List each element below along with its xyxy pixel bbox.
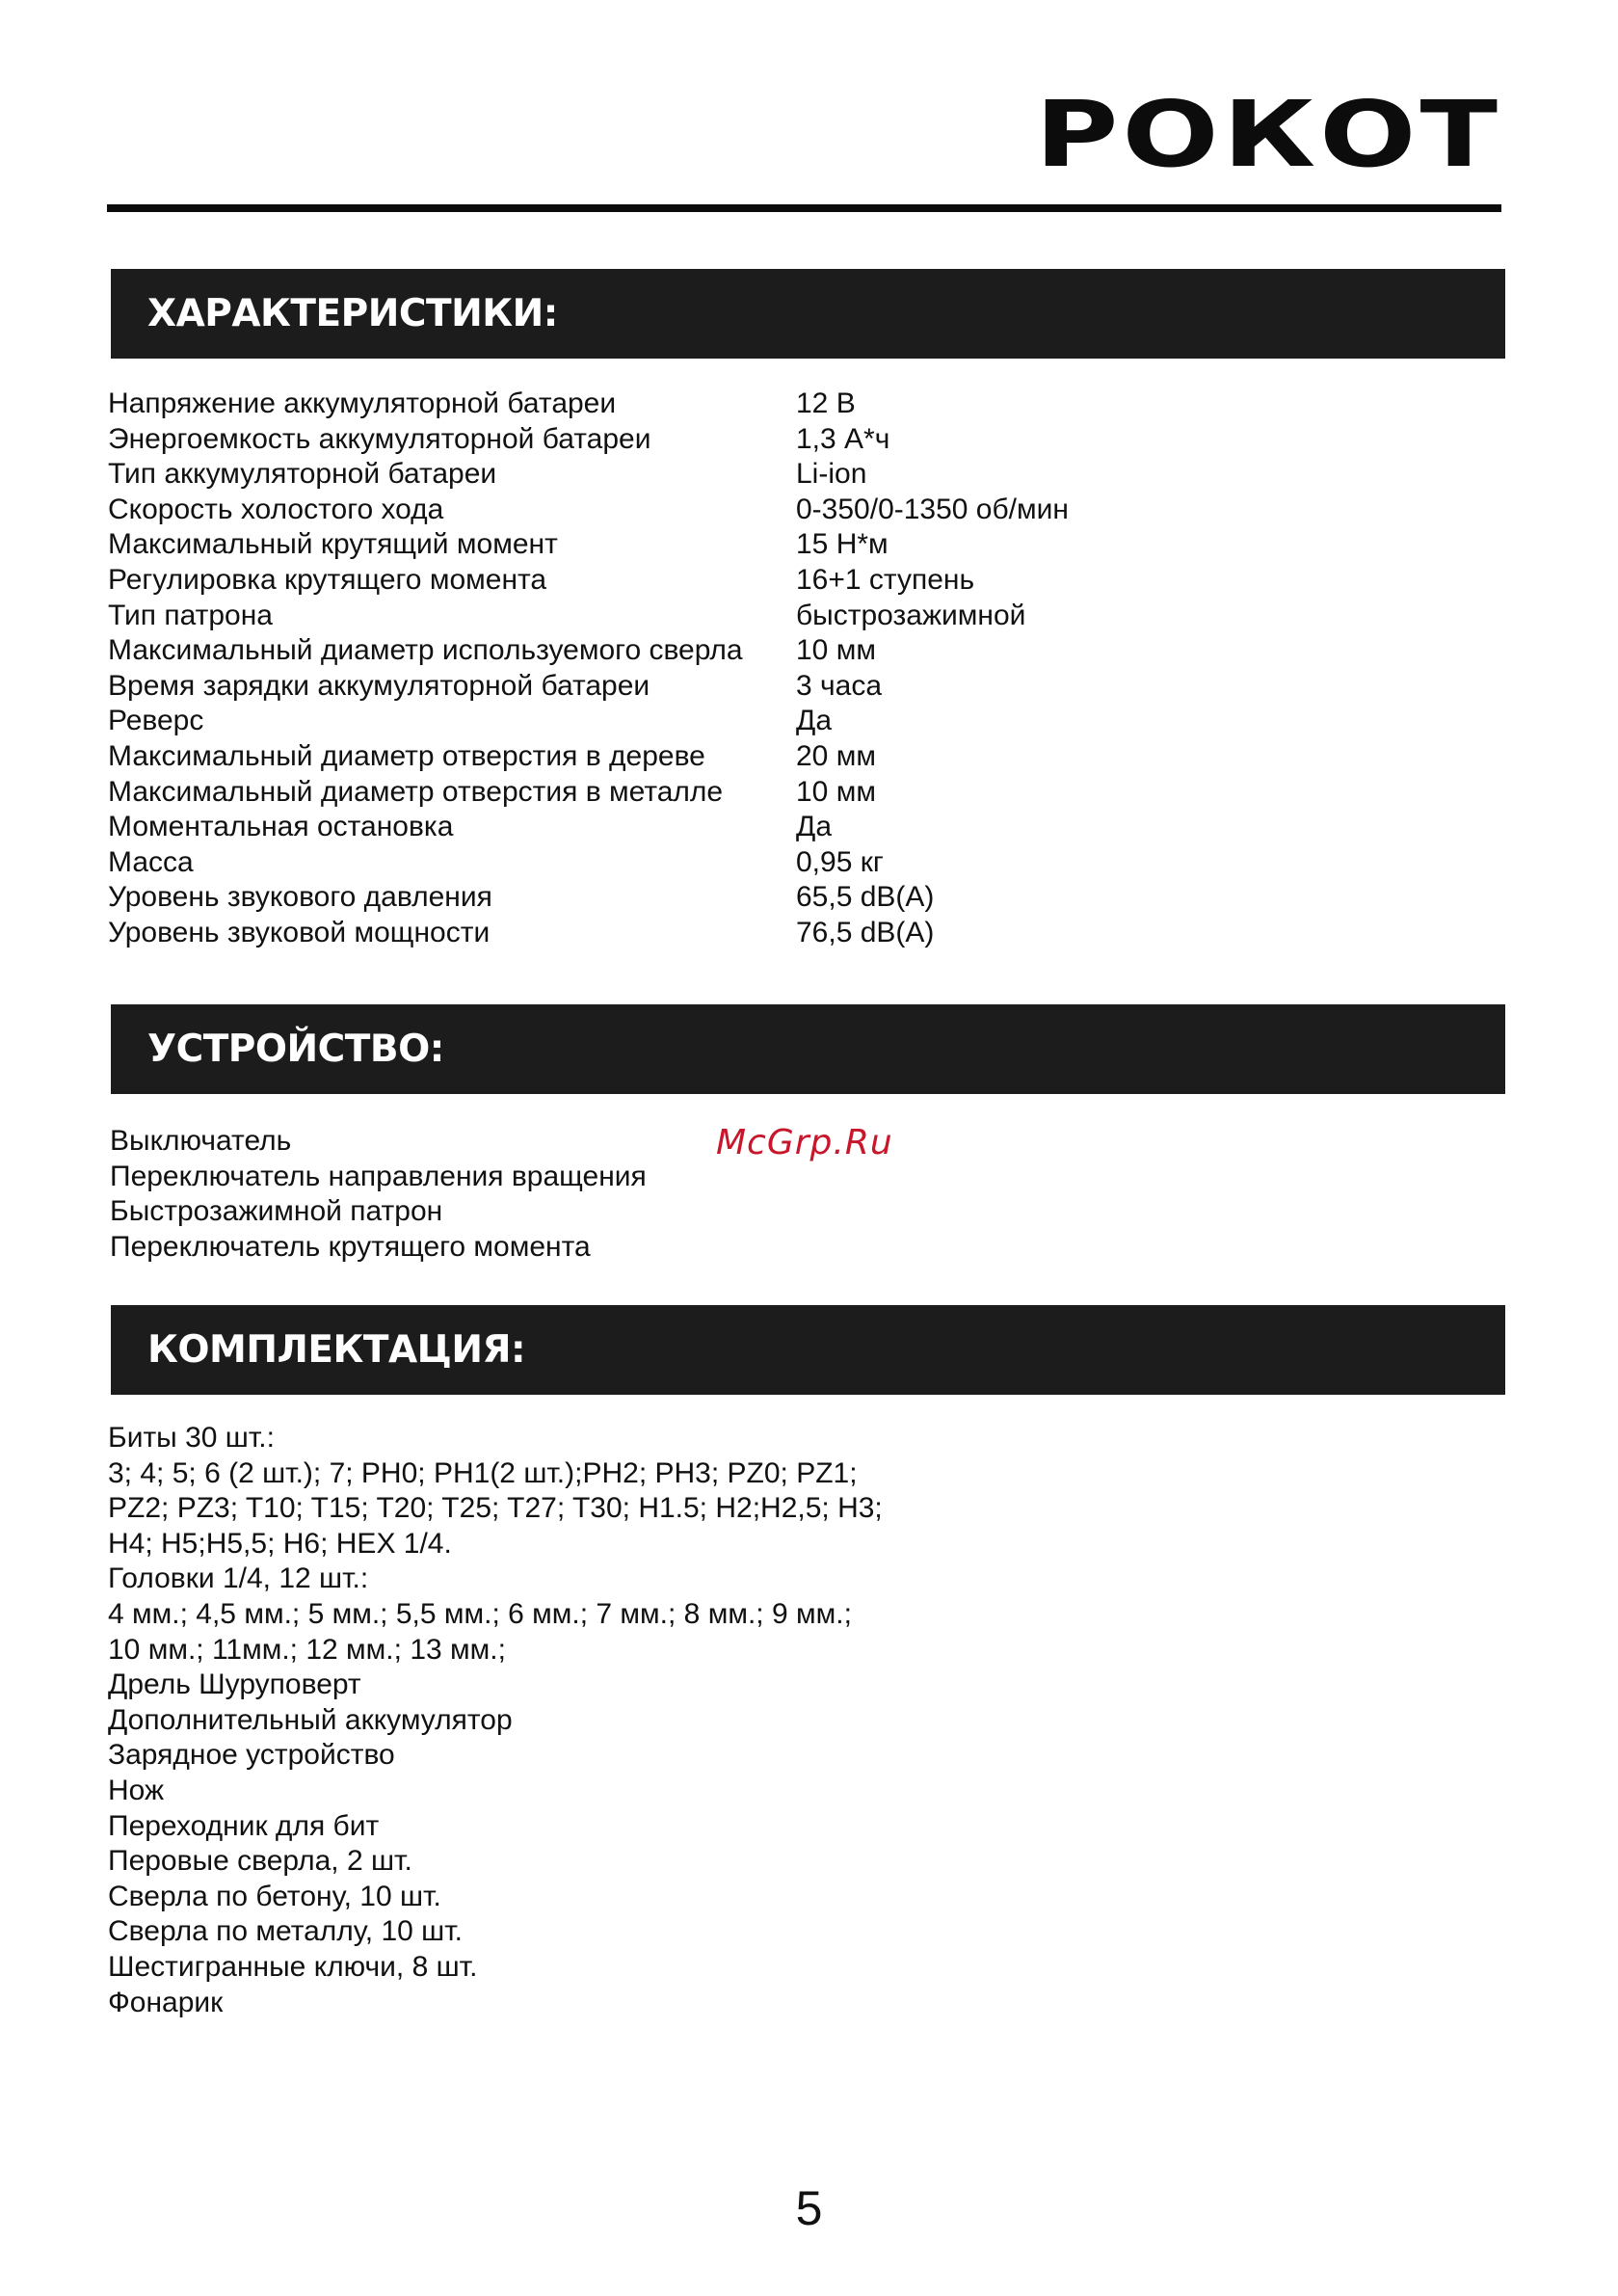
kit-item: Шестигранные ключи, 8 шт. xyxy=(108,1950,478,1983)
spec-row xyxy=(108,599,1069,634)
kit-item: Зарядное устройство xyxy=(108,1739,395,1772)
spec-name: Энергоемкость аккумуляторной батареи xyxy=(108,422,651,455)
spec-row xyxy=(108,775,1069,811)
specs-section-title: ХАРАКТЕРИСТИКИ: xyxy=(111,269,1505,359)
kit-item: Головки 1/4, 12 шт.: xyxy=(108,1562,369,1595)
spec-name: Тип патрона xyxy=(108,599,273,631)
spec-row xyxy=(108,457,1069,493)
kit-item: 4 мм.; 4,5 мм.; 5 мм.; 5,5 мм.; 6 мм.; 7 мм.; 8 мм.; 9 мм.; xyxy=(108,1597,852,1630)
specs-table xyxy=(108,387,1069,951)
spec-row xyxy=(108,387,1069,422)
kit-item: Фонарик xyxy=(108,1986,224,2018)
kit-item: Нож xyxy=(108,1774,165,1806)
spec-name: Время зарядки аккумуляторной батареи xyxy=(108,669,650,702)
spec-row xyxy=(108,493,1069,528)
spec-value: 0-350/0-1350 об/мин xyxy=(796,493,1069,525)
spec-row xyxy=(108,845,1069,881)
spec-name: Максимальный диаметр используемого сверла xyxy=(108,634,743,667)
kit-section-title: КОМПЛЕКТАЦИЯ: xyxy=(111,1305,1505,1395)
spec-value: 12 В xyxy=(796,387,856,419)
spec-value: 65,5 dB(A) xyxy=(796,881,935,914)
spec-value: 0,95 кг xyxy=(796,845,884,878)
spec-value: 16+1 ступень xyxy=(796,563,975,596)
spec-value: 3 часа xyxy=(796,669,883,702)
kit-item: 10 мм.; 11мм.; 12 мм.; 13 мм.; xyxy=(108,1633,506,1666)
device-parts-list xyxy=(110,1124,647,1265)
spec-value: Li-ion xyxy=(796,458,867,491)
kit-item: Дополнительный аккумулятор xyxy=(108,1703,513,1736)
spec-name: Тип аккумуляторной батареи xyxy=(108,458,497,491)
spec-name: Скорость холостого хода xyxy=(108,493,444,525)
spec-name: Максимальный крутящий момент xyxy=(108,528,558,561)
device-part-item: Быстрозажимной патрон xyxy=(110,1195,443,1228)
spec-row xyxy=(108,739,1069,775)
spec-row xyxy=(108,880,1069,916)
spec-value: быстрозажимной xyxy=(796,599,1026,631)
spec-value: Да xyxy=(796,705,833,737)
spec-value: 20 мм xyxy=(796,739,876,772)
spec-name: Максимальный диаметр отверстия в дереве xyxy=(108,739,705,772)
spec-value: Да xyxy=(796,811,833,843)
spec-name: Реверс xyxy=(108,705,204,737)
spec-row xyxy=(108,563,1069,599)
spec-name: Масса xyxy=(108,845,194,878)
kit-item: Сверла по бетону, 10 шт. xyxy=(108,1880,441,1912)
spec-value: 10 мм xyxy=(796,634,876,667)
spec-name: Моментальная остановка xyxy=(108,811,454,843)
spec-row xyxy=(108,704,1069,739)
spec-value: 76,5 dB(A) xyxy=(796,916,935,948)
kit-item: Перовые сверла, 2 шт. xyxy=(108,1845,412,1878)
kit-item: Сверла по металлу, 10 шт. xyxy=(108,1915,463,1948)
device-part-item: Переключатель направления вращения xyxy=(110,1160,647,1192)
kit-item: PZ2; PZ3; T10; T15; T20; T25; T27; T30; H1.5; H2;H2,5; H3; xyxy=(108,1492,883,1525)
header-divider xyxy=(107,204,1501,212)
brand-logo: РОКОТ xyxy=(1034,81,1501,188)
spec-name: Уровень звуковой мощности xyxy=(108,916,491,948)
kit-contents-list xyxy=(108,1421,883,2020)
watermark: McGrp.Ru xyxy=(716,1123,893,1162)
device-part-item: Выключатель xyxy=(110,1125,292,1157)
kit-item: Дрель Шуруповерт xyxy=(108,1669,361,1701)
spec-value: 15 Н*м xyxy=(796,528,889,561)
spec-name: Напряжение аккумуляторной батареи xyxy=(108,387,617,419)
spec-value: 10 мм xyxy=(796,775,876,808)
spec-name: Максимальный диаметр отверстия в металле xyxy=(108,775,724,808)
page-number: 5 xyxy=(795,2181,823,2235)
spec-name: Уровень звукового давления xyxy=(108,881,492,914)
spec-value: 1,3 А*ч xyxy=(796,422,890,455)
kit-item: 3; 4; 5; 6 (2 шт.); 7; PH0; PH1(2 шт.);PH2; PH3; PZ0; PZ1; xyxy=(108,1456,858,1489)
device-section-title: УСТРОЙСТВО: xyxy=(111,1004,1505,1094)
spec-row xyxy=(108,633,1069,669)
kit-item: Биты 30 шт.: xyxy=(108,1422,275,1454)
spec-name: Регулировка крутящего момента xyxy=(108,563,547,596)
spec-row xyxy=(108,810,1069,845)
spec-row xyxy=(108,527,1069,563)
kit-item: H4; H5;H5,5; H6; HEX 1/4. xyxy=(108,1527,452,1560)
device-part-item: Переключатель крутящего момента xyxy=(110,1230,591,1263)
spec-row xyxy=(108,916,1069,951)
spec-row xyxy=(108,669,1069,705)
kit-item: Переходник для бит xyxy=(108,1809,380,1842)
spec-row xyxy=(108,422,1069,458)
